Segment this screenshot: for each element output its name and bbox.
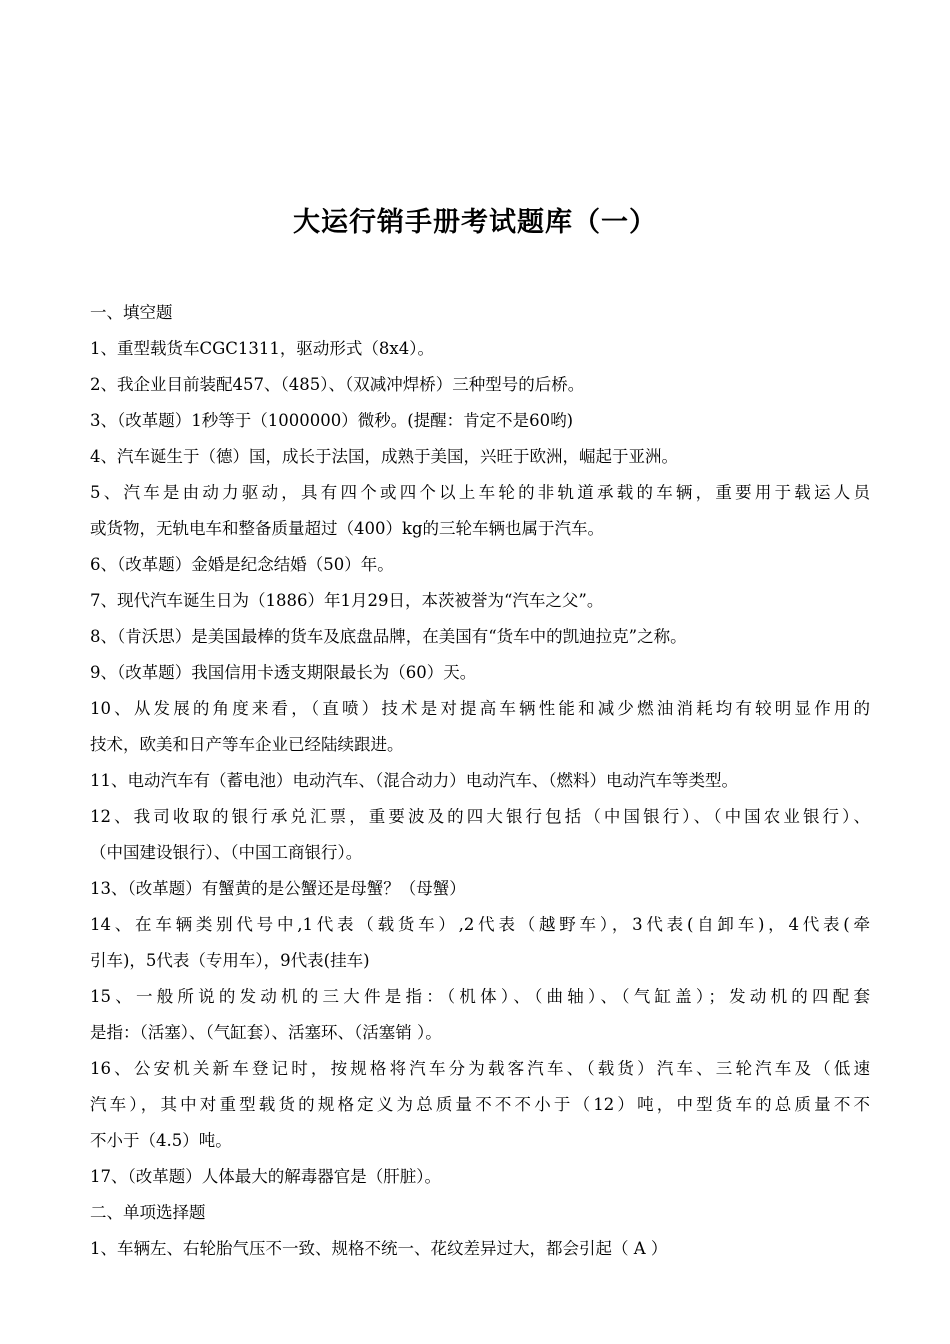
question-line: 14、在车辆类别代号中,1代表（载货车）,2代表（越野车），3代表(自卸车)，4代表(牵 bbox=[90, 915, 870, 934]
question-line: 7、现代汽车诞生日为（1886）年1月29日，本茨被誉为“汽车之父”。 bbox=[90, 591, 604, 610]
section-heading-fill-blank: 一、填空题 bbox=[90, 303, 173, 322]
question-line: 不小于（4.5）吨。 bbox=[90, 1131, 232, 1150]
question-line: 9、（改革题）我国信用卡透支期限最长为（60）天。 bbox=[90, 663, 477, 682]
question-line: （中国建设银行）、（中国工商银行）。 bbox=[90, 843, 363, 862]
question-line: 6、（改革题）金婚是纪念结婚（50）年。 bbox=[90, 555, 394, 574]
document-body bbox=[90, 295, 870, 1267]
question-line: 引车)，5代表（专用车），9代表(挂车) bbox=[90, 951, 370, 970]
question-line: 汽车），其中对重型载货的规格定义为总质量不不不小于（12）吨，中型货车的总质量不不 bbox=[90, 1095, 870, 1114]
question-line: 8、（肯沃思）是美国最棒的货车及底盘品牌，在美国有“货车中的凯迪拉克”之称。 bbox=[90, 627, 687, 646]
question-line: 4、汽车诞生于（德）国，成长于法国，成熟于美国，兴旺于欧洲，崛起于亚洲。 bbox=[90, 447, 678, 466]
question-line: 17、（改革题）人体最大的解毒器官是（肝脏）。 bbox=[90, 1167, 441, 1186]
question-line: 13、（改革题）有蟹黄的是公蟹还是母蟹？（母蟹） bbox=[90, 879, 466, 898]
question-line: 10、从发展的角度来看，（直喷）技术是对提高车辆性能和减少燃油消耗均有较明显作用的 bbox=[90, 699, 870, 718]
document-title: 大运行销手册考试题库（一） bbox=[293, 207, 657, 238]
question-line: 11、电动汽车有（蓄电池）电动汽车、（混合动力）电动汽车、（燃料）电动汽车等类型。 bbox=[90, 771, 738, 790]
question-line: 是指：（活塞）、（气缸套）、活塞环、（活塞销 ）。 bbox=[90, 1023, 442, 1042]
question-line: 3、（改革题）1秒等于（1000000）微秒。(提醒：肯定不是60哟) bbox=[90, 411, 574, 430]
question-line: 技术，欧美和日产等车企业已经陆续跟进。 bbox=[90, 735, 404, 754]
question-line: 15、一般所说的发动机的三大件是指：（机体）、（曲轴）、（气缸盖）；发动机的四配套 bbox=[90, 987, 870, 1006]
question-line: 5、汽车是由动力驱动，具有四个或四个以上车轮的非轨道承载的车辆，重要用于载运人员 bbox=[90, 483, 870, 502]
question-line: 1、重型载货车CGC1311，驱动形式（8x4）。 bbox=[90, 339, 434, 358]
question-line: 2、我企业目前装配457、（485）、（双减冲焊桥）三种型号的后桥。 bbox=[90, 375, 585, 394]
question-line: 12、我司收取的银行承兑汇票，重要波及的四大银行包括（中国银行）、（中国农业银行）、 bbox=[90, 807, 870, 826]
question-line: 16、公安机关新车登记时，按规格将汽车分为载客汽车、（载货）汽车、三轮汽车及（低速 bbox=[90, 1059, 870, 1078]
section-heading-single-choice: 二、单项选择题 bbox=[90, 1203, 206, 1222]
question-line: 或货物，无轨电车和整备质量超过（400）kg的三轮车辆也属于汽车。 bbox=[90, 519, 605, 538]
question-line: 1、车辆左、右轮胎气压不一致、规格不统一、花纹差异过大，都会引起（ A ） bbox=[90, 1239, 668, 1258]
